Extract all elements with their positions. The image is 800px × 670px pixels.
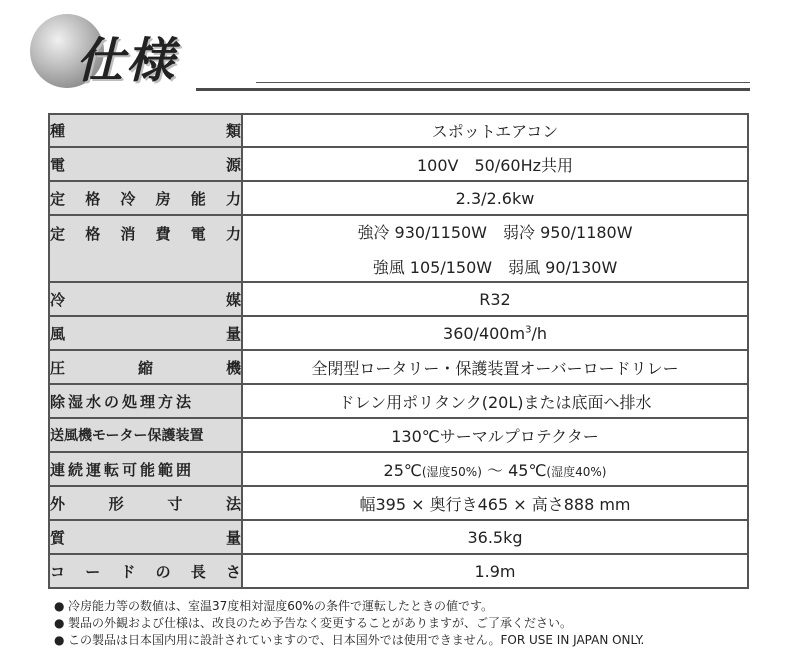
header — [0, 0, 800, 100]
spec-table — [48, 113, 749, 589]
spec-value: 100V 50/60Hz共用 — [242, 147, 748, 181]
power-line-fan: 強風 105/150W 弱風 90/130W — [372, 257, 618, 277]
page-title: 仕様 — [76, 33, 177, 89]
range-tilde: 〜 — [486, 460, 503, 480]
spec-value: R32 — [242, 282, 748, 316]
spec-label: 連続運転可能範囲 — [49, 452, 242, 486]
spec-label: 定格消費電力 — [49, 215, 242, 282]
note-item — [54, 598, 774, 615]
spec-value: 1.9m — [242, 554, 748, 588]
bullet-icon: ● — [54, 616, 65, 630]
spec-value: スポットエアコン — [242, 114, 748, 147]
spec-label: 除湿水の処理方法 — [49, 384, 242, 418]
table-row — [49, 384, 748, 418]
table-row — [49, 418, 748, 452]
airflow-value: 360/400m — [443, 323, 526, 343]
bullet-icon: ● — [54, 633, 65, 647]
spec-value: 130℃サーマルプロテクター — [242, 418, 748, 452]
table-row — [49, 452, 748, 486]
table-row — [49, 181, 748, 215]
spec-label: 定格冷房能力 — [49, 181, 242, 215]
spec-value: 幅395 × 奥行き465 × 高さ888 mm — [242, 486, 748, 520]
spec-value: ドレン用ポリタンク(20L)または底面へ排水 — [242, 384, 748, 418]
airflow-unit-tail: /h — [531, 323, 547, 343]
note-text: 冷房能力等の数値は、室温37度相対湿度60%の条件で運転したときの値です。 — [68, 599, 493, 613]
spec-label: 種類 — [49, 114, 242, 147]
table-row — [49, 554, 748, 588]
humidity-low: (湿度50%) — [421, 464, 482, 479]
spec-label: 圧縮機 — [49, 350, 242, 384]
table-row — [49, 147, 748, 181]
temp-high: 45℃ — [508, 460, 547, 480]
note-item — [54, 632, 774, 649]
title-rule-thick — [196, 88, 750, 91]
spec-value: 2.3/2.6kw — [242, 181, 748, 215]
spec-value — [242, 316, 748, 350]
spec-label: 電源 — [49, 147, 242, 181]
table-row — [49, 316, 748, 350]
table-row — [49, 282, 748, 316]
spec-value — [242, 452, 748, 486]
spec-value: 全閉型ロータリー・保護装置オーバーロードリレー — [242, 350, 748, 384]
table-row — [49, 350, 748, 384]
notes — [54, 598, 774, 649]
note-item — [54, 615, 774, 632]
power-line-cooling: 強冷 930/1150W 弱冷 950/1180W — [357, 222, 633, 242]
spec-value: 36.5kg — [242, 520, 748, 554]
spec-label: 質量 — [49, 520, 242, 554]
table-row — [49, 114, 748, 147]
table-row — [49, 520, 748, 554]
note-text: 製品の外観および仕様は、改良のため予告なく変更することがありますが、ご了承ください。 — [68, 616, 573, 630]
spec-label: コードの長さ — [49, 554, 242, 588]
temp-low: 25℃ — [383, 460, 422, 480]
title-rule-thin — [256, 82, 750, 83]
airflow-unit-superscript: 3 — [525, 324, 532, 336]
note-text: この製品は日本国内用に設計されていますので、日本国外では使用できません。FOR USE IN JAPAN ONLY. — [68, 633, 645, 647]
spec-label: 外形寸法 — [49, 486, 242, 520]
spec-label: 風量 — [49, 316, 242, 350]
humidity-high: (湿度40%) — [546, 464, 607, 479]
bullet-icon: ● — [54, 599, 65, 613]
spec-value — [242, 215, 748, 282]
spec-label: 冷媒 — [49, 282, 242, 316]
spec-label: 送風機モーター保護装置 — [49, 418, 242, 452]
table-row — [49, 486, 748, 520]
table-row — [49, 215, 748, 282]
